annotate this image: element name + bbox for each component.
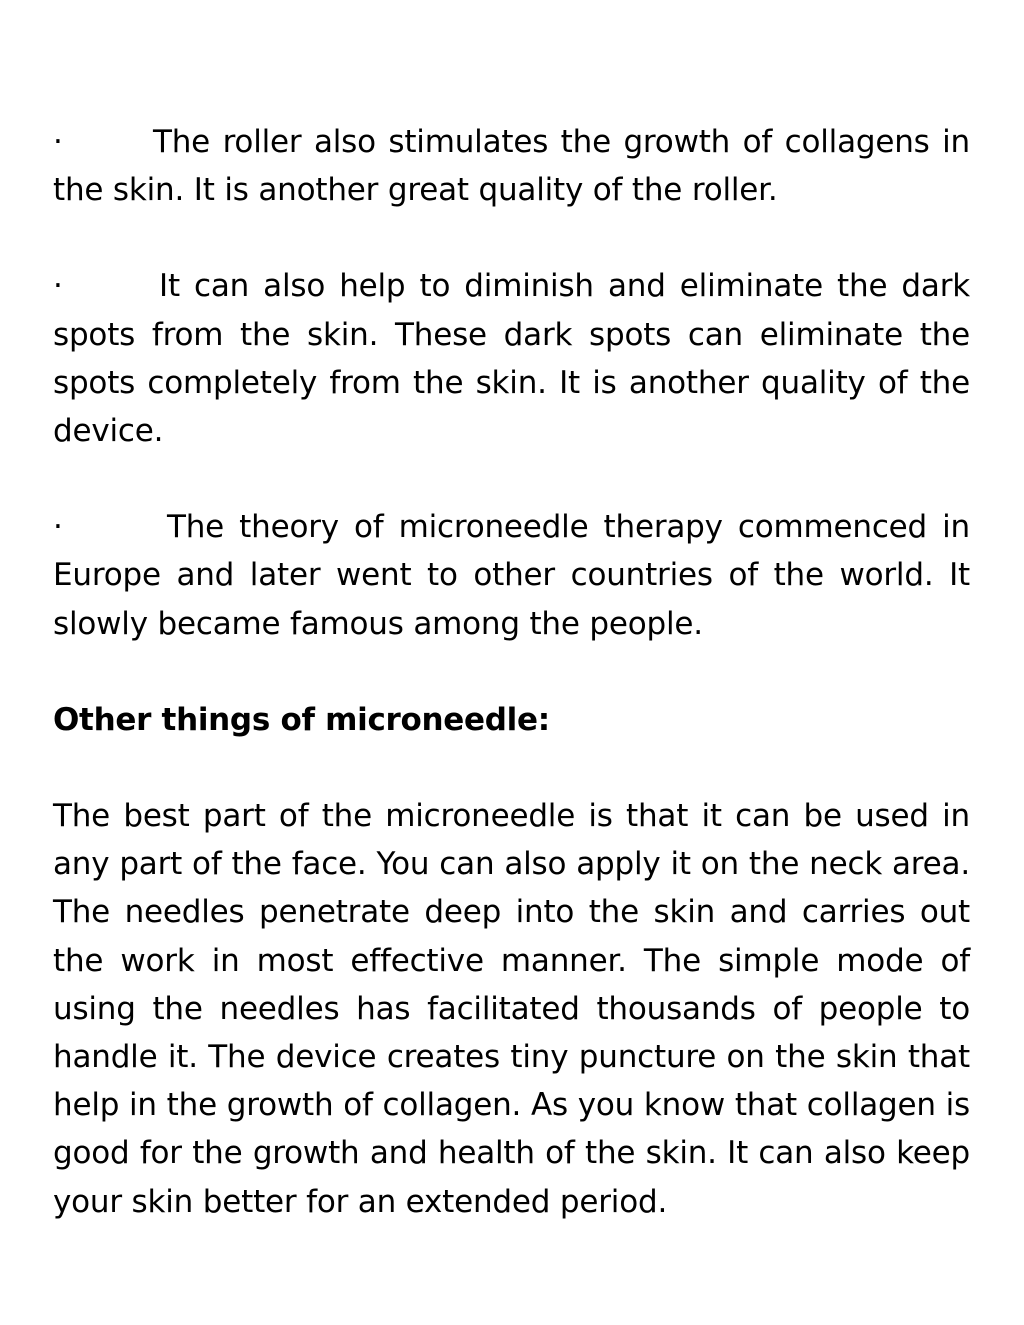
bullet-marker: · — [53, 509, 63, 546]
paragraph-gap — [53, 744, 970, 792]
bullet-marker: · — [53, 268, 63, 305]
bullet-text: The theory of microneedle therapy commenced in Europe and later went to other countries of the world. It slowly became famous among the people. — [53, 509, 970, 642]
bullet-item-1 — [53, 118, 970, 214]
section-body: The best part of the microneedle is that it can be used in any part of the face. You can also apply it on the neck area. The needles penetrate deep into the skin and carries out the work in most effective manner. The simple mode of using the needles has facilitated thousands of people to handle it. The device creates tiny puncture on the skin that help in the growth of collagen. As you know that collagen is good for the growth and health of the skin. It can also keep your skin better for an extended period. — [53, 798, 970, 1220]
paragraph-gap — [53, 455, 970, 503]
paragraph-gap — [53, 214, 970, 262]
section-heading: Other things of microneedle: — [53, 701, 550, 738]
bullet-marker: · — [53, 124, 63, 160]
paragraph-gap — [53, 648, 970, 696]
bullet-item-2 — [53, 262, 970, 455]
bullet-item-3 — [53, 503, 970, 648]
bullet-text: The roller also stimulates the growth of collagens in the skin. It is another great quality of the roller. — [53, 124, 970, 209]
document-page — [53, 118, 970, 1226]
bullet-text: It can also help to diminish and eliminate the dark spots from the skin. These dark spots can eliminate the spots completely from the skin. It is another quality of the device. — [53, 268, 970, 450]
